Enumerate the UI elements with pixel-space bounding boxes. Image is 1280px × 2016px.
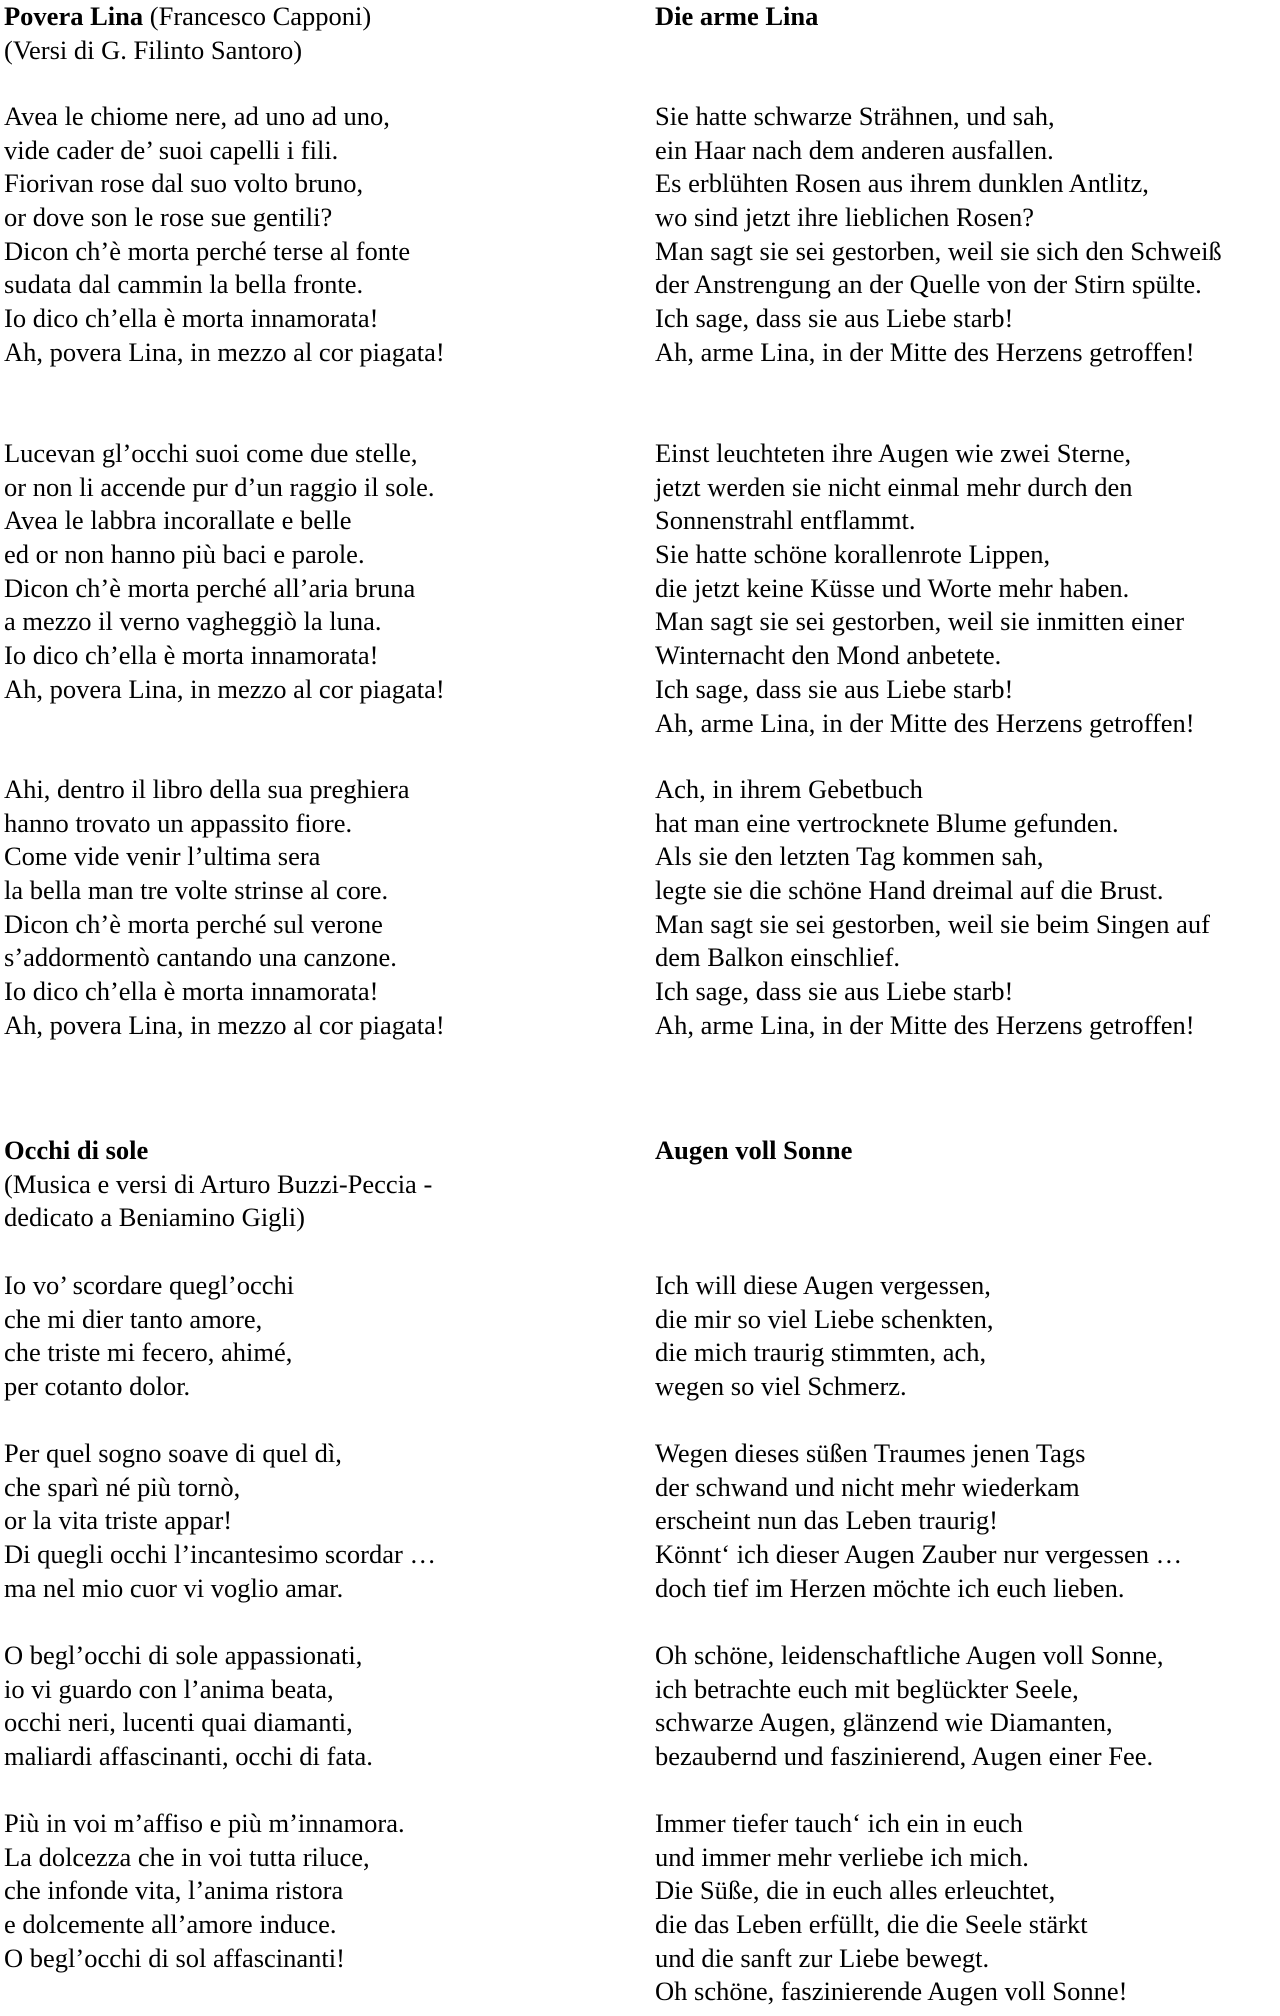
verse-line: wo sind jetzt ihre lieblichen Rosen? [655, 202, 1034, 233]
verse-line: der schwand und nicht mehr wiederkam [655, 1471, 1080, 1502]
verse-line: wegen so viel Schmerz. [655, 1371, 907, 1402]
song1-subtitle-it: (Versi di G. Filinto Santoro) [4, 34, 303, 65]
verse-line: Ah, arme Lina, in der Mitte des Herzens getroffen! [655, 1009, 1195, 1040]
verse-line: ed or non hanno più baci e parole. [4, 539, 365, 570]
verse-line: Per quel sogno soave di quel dì, [4, 1438, 342, 1468]
verse-line: Ich will diese Augen vergessen, [655, 1270, 991, 1300]
verse-line: die mir so viel Liebe schenkten, [655, 1303, 994, 1334]
verse-line: Ah, arme Lina, in der Mitte des Herzens getroffen! [655, 336, 1195, 367]
song1-title-line-it [4, 0, 371, 34]
verse-line: O begl’occhi di sole appassionati, [4, 1640, 363, 1670]
verse-line: dem Balkon einschlief. [655, 942, 901, 973]
verse-line: Einst leuchteten ihre Augen wie zwei Sterne, [655, 438, 1132, 468]
verse-line: hanno trovato un appassito fiore. [4, 807, 353, 838]
song1-stanza-2-it [4, 437, 445, 707]
verse-line: Ach, in ihrem Gebetbuch [655, 774, 923, 804]
verse-line: maliardi affascinanti, occhi di fata. [4, 1741, 373, 1772]
verse-line: s’addormentò cantando una canzone. [4, 942, 397, 973]
song1-stanza-1-it [4, 100, 445, 370]
verse-line: or dove son le rose sue gentili? [4, 202, 333, 233]
verse-line: a mezzo il verno vagheggiò la luna. [4, 606, 382, 637]
verse-line: schwarze Augen, glänzend wie Diamanten, [655, 1707, 1113, 1738]
song2-stanza-3-it [4, 1639, 373, 1774]
verse-line: Oh schöne, faszinierende Augen voll Sonne! [655, 1976, 1128, 2007]
verse-line: ein Haar nach dem anderen ausfallen. [655, 134, 1054, 165]
verse-line: Ich sage, dass sie aus Liebe starb! [655, 303, 1014, 334]
verse-line: Sonnenstrahl entflammt. [655, 505, 916, 536]
verse-line: Avea le labbra incorallate e belle [4, 505, 352, 536]
verse-line: und immer mehr verliebe ich mich. [655, 1841, 1029, 1872]
song1-stanza-3-it [4, 773, 445, 1043]
verse-line: Die Süße, die in euch alles erleuchtet, [655, 1875, 1056, 1906]
song2-subtitle-line-1-it: (Musica e versi di Arturo Buzzi-Peccia - [4, 1168, 433, 1199]
verse-line: Könnt‘ ich dieser Augen Zauber nur vergessen … [655, 1539, 1183, 1570]
verse-line: Io dico ch’ella è morta innamorata! [4, 976, 379, 1007]
verse-line: Lucevan gl’occhi suoi come due stelle, [4, 438, 418, 468]
verse-line: Più in voi m’affiso e più m’innamora. [4, 1808, 405, 1838]
verse-line: Man sagt sie sei gestorben, weil sie sich den Schweiß [655, 235, 1222, 266]
verse-line: legte sie die schöne Hand dreimal auf die Brust. [655, 875, 1164, 906]
verse-line: Fiorivan rose dal suo volto bruno, [4, 168, 364, 199]
verse-line: hat man eine vertrocknete Blume gefunden. [655, 807, 1119, 838]
verse-line: Ah, arme Lina, in der Mitte des Herzens getroffen! [655, 707, 1195, 738]
verse-line: io vi guardo con l’anima beata, [4, 1673, 334, 1704]
verse-line: die jetzt keine Küsse und Worte mehr haben. [655, 572, 1130, 603]
verse-line: Dicon ch’è morta perché sul verone [4, 908, 383, 939]
verse-line: Winternacht den Mond anbetete. [655, 640, 1002, 671]
song1-composer-it: (Francesco Capponi) [143, 1, 372, 31]
verse-line: Io vo’ scordare quegl’occhi [4, 1270, 295, 1300]
verse-line: che triste mi fecero, ahimé, [4, 1337, 293, 1368]
verse-line: die das Leben erfüllt, die die Seele stärkt [655, 1909, 1088, 1940]
verse-line: jetzt werden sie nicht einmal mehr durch den [655, 471, 1133, 502]
song2-header-de [655, 1134, 852, 1168]
verse-line: Sie hatte schwarze Strähnen, und sah, [655, 101, 1055, 131]
song1-title-de: Die arme Lina [655, 1, 819, 31]
verse-line: e dolcemente all’amore induce. [4, 1909, 337, 1940]
verse-line: che mi dier tanto amore, [4, 1303, 263, 1334]
verse-line: Immer tiefer tauch‘ ich ein in euch [655, 1808, 1023, 1838]
song1-stanza-2-de [655, 437, 1195, 740]
verse-line: und die sanft zur Liebe bewegt. [655, 1942, 990, 1973]
song2-stanza-3-de [655, 1639, 1164, 1774]
verse-line: La dolcezza che in voi tutta riluce, [4, 1841, 370, 1872]
verse-line: ma nel mio cuor vi voglio amar. [4, 1572, 344, 1603]
song2-title-de: Augen voll Sonne [655, 1135, 853, 1165]
verse-line: vide cader de’ suoi capelli i fili. [4, 134, 339, 165]
verse-line: occhi neri, lucenti quai diamanti, [4, 1707, 353, 1738]
song2-stanza-1-it [4, 1269, 294, 1404]
verse-line: or la vita triste appar! [4, 1505, 233, 1536]
song2-title-it: Occhi di sole [4, 1135, 149, 1165]
verse-line: or non li accende pur d’un raggio il sole. [4, 471, 435, 502]
verse-line: Man sagt sie sei gestorben, weil sie inmitten einer [655, 606, 1185, 637]
verse-line: Ah, povera Lina, in mezzo al cor piagata! [4, 673, 445, 704]
verse-line: erscheint nun das Leben traurig! [655, 1505, 998, 1536]
song2-stanza-4-de [655, 1807, 1127, 2009]
verse-line: Ich sage, dass sie aus Liebe starb! [655, 673, 1014, 704]
song1-stanza-1-de [655, 100, 1222, 370]
verse-line: Avea le chiome nere, ad uno ad uno, [4, 101, 390, 131]
verse-line: per cotanto dolor. [4, 1371, 191, 1402]
verse-line: der Anstrengung an der Quelle von der Stirn spülte. [655, 269, 1202, 300]
song2-subtitle-line-2-it: dedicato a Beniamino Gigli) [4, 1202, 305, 1233]
verse-line: che infonde vita, l’anima ristora [4, 1875, 344, 1906]
verse-line: die mich traurig stimmten, ach, [655, 1337, 987, 1368]
verse-line: Sie hatte schöne korallenrote Lippen, [655, 539, 1051, 570]
verse-line: Io dico ch’ella è morta innamorata! [4, 303, 379, 334]
verse-line: Man sagt sie sei gestorben, weil sie beim Singen auf [655, 908, 1210, 939]
verse-line: Ah, povera Lina, in mezzo al cor piagata! [4, 336, 445, 367]
song2-stanza-2-it [4, 1437, 436, 1605]
verse-line: Ah, povera Lina, in mezzo al cor piagata! [4, 1009, 445, 1040]
verse-line: Come vide venir l’ultima sera [4, 841, 321, 872]
verse-line: Di quegli occhi l’incantesimo scordar … [4, 1539, 436, 1570]
verse-line: Io dico ch’ella è morta innamorata! [4, 640, 379, 671]
verse-line: Es erblühten Rosen aus ihrem dunklen Antlitz, [655, 168, 1149, 199]
song2-header-it [4, 1134, 432, 1235]
verse-line: bezaubernd und faszinierend, Augen einer Fee. [655, 1741, 1154, 1772]
song1-header-de [655, 0, 818, 34]
song1-header-it [4, 0, 371, 67]
song2-stanza-2-de [655, 1437, 1182, 1605]
verse-line: doch tief im Herzen möchte ich euch lieben. [655, 1572, 1125, 1603]
verse-line: Wegen dieses süßen Traumes jenen Tags [655, 1438, 1086, 1468]
song1-title-it: Povera Lina [4, 1, 144, 31]
verse-line: O begl’occhi di sol affascinanti! [4, 1942, 345, 1973]
verse-line: Als sie den letzten Tag kommen sah, [655, 841, 1044, 872]
verse-line: Ahi, dentro il libro della sua preghiera [4, 774, 410, 804]
song2-stanza-4-it [4, 1807, 405, 1975]
verse-line: Dicon ch’è morta perché all’aria bruna [4, 572, 416, 603]
verse-line: che sparì né più tornò, [4, 1471, 241, 1502]
verse-line: Oh schöne, leidenschaftliche Augen voll Sonne, [655, 1640, 1164, 1670]
verse-line: ich betrachte euch mit beglückter Seele, [655, 1673, 1079, 1704]
song1-stanza-3-de [655, 773, 1210, 1043]
verse-line: Dicon ch’è morta perché terse al fonte [4, 235, 411, 266]
song2-stanza-1-de [655, 1269, 994, 1404]
verse-line: Ich sage, dass sie aus Liebe starb! [655, 976, 1014, 1007]
verse-line: sudata dal cammin la bella fronte. [4, 269, 364, 300]
verse-line: la bella man tre volte strinse al core. [4, 875, 389, 906]
